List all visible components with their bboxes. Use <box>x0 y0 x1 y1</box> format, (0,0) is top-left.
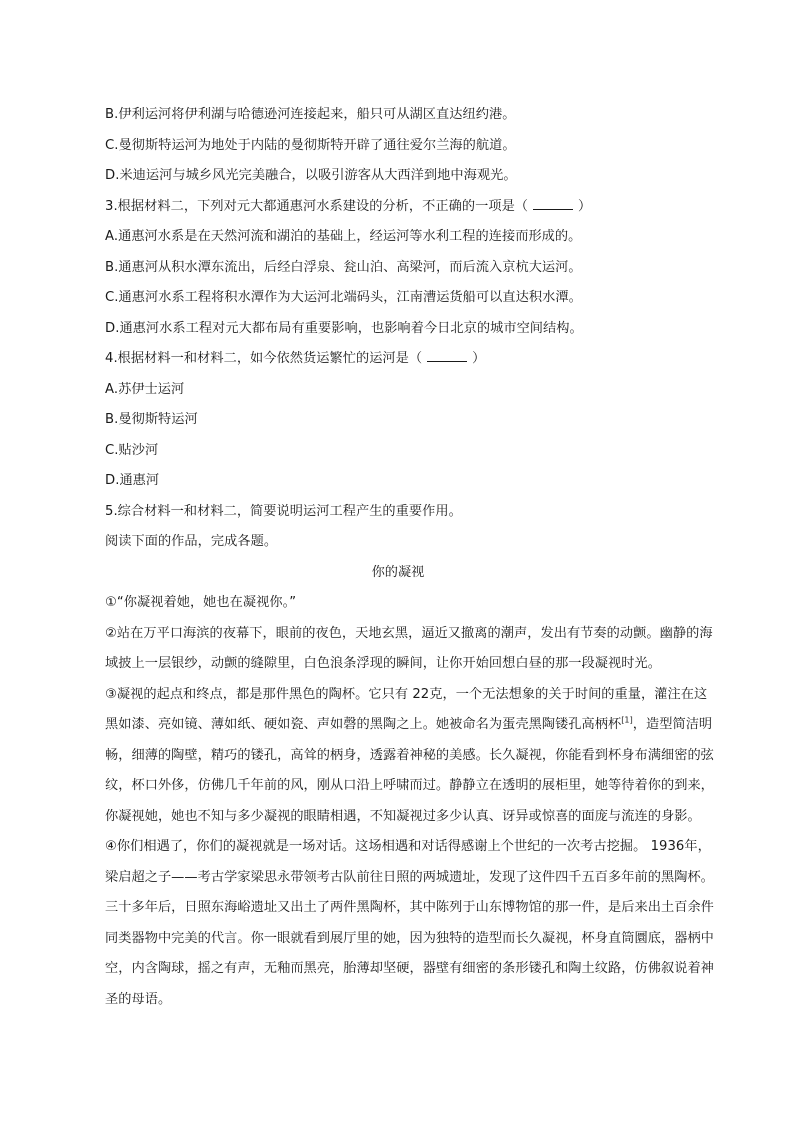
reading-instruction: 阅读下面的作品，完成各题。 <box>105 534 278 549</box>
option-d-midi-canal: D.米迪运河与城乡风光完美融合，以吸引游客从大西洋到地中海观光。 <box>105 168 517 183</box>
question-4-option-b: B.曼彻斯特运河 <box>105 412 198 427</box>
essay-paragraph-4-line: 三十多年后，日照东海峪遗址又出土了两件黑陶杯，其中陈列于山东博物馆的那一件，是后来出土百余件 <box>105 900 714 915</box>
essay-paragraph-4-line: ④你们相遇了，你们的凝视就是一场对话。这场相遇和对话得感谢上个世纪的一次考古挖掘。 1936年， <box>105 839 711 854</box>
question-4-text: 4.根据材料一和材料二，如今依然货运繁忙的运河是（ <box>105 351 423 366</box>
option-b-erie-canal: B.伊利运河将伊利湖与哈德逊河连接起来，船只可从湖区直达纽约港。 <box>105 107 516 122</box>
question-3-option-a: A.通惠河水系是在天然河流和湖泊的基础上，经运河等水利工程的连接而形成的。 <box>105 229 582 244</box>
question-3-text: 3.根据材料二，下列对元大都通惠河水系建设的分析，不正确的一项是（ <box>105 198 529 214</box>
essay-paragraph-3-line <box>105 710 713 741</box>
essay-paragraph-3-line: 畅，细薄的陶壁，精巧的镂孔，高耸的柄身，透露着神秘的美感。长久凝视，你能看到杯身布满细密的弦 <box>105 747 714 763</box>
question-4-option-d: D.通惠河 <box>105 473 160 488</box>
essay-paragraph-4-line: 同类器物中完美的代言。你一眼就看到展厅里的她，因为独特的造型而长久凝视，杯身直筒圜底，器柄中 <box>105 930 714 946</box>
question-4-close: ） <box>472 351 486 366</box>
question-3-option-d: D.通惠河水系工程对元大都布局有重要影响，也影响着今日北京的城市空间结构。 <box>105 320 583 336</box>
footnote-marker: [1] <box>621 715 633 725</box>
question-3-stem <box>105 192 691 223</box>
essay-paragraph-3-line: 你凝视她，她也不知与多少凝视的眼睛相遇，不知凝视过多少认真、讶异或惊喜的面庞与流连的身影。 <box>105 808 701 824</box>
question-3-option-c: C.通惠河水系工程将积水潭作为大运河北端码头，江南漕运货船可以直达积水潭。 <box>105 290 582 305</box>
essay-paragraph-3-line: 纹，杯口外侈，仿佛几千年前的风，刚从口沿上呼啸而过。静静立在透明的展柜里，她等待着你的到来， <box>105 778 714 793</box>
essay-paragraph-4-line: 空，内含陶球，摇之有声，无釉而黑亮，胎薄却坚硬，器壁有细密的条形镂孔和陶土纹路，仿佛叙说着神 <box>105 961 714 976</box>
essay-paragraph-4-line: 圣的母语。 <box>105 991 172 1007</box>
question-4-option-c: C.贴沙河 <box>105 442 159 458</box>
essay-paragraph-2-line: 域披上一层银纱，动颤的缝隙里，白色浪条浮现的瞬间，让你开始回想白昼的那一段凝视时光。 <box>105 656 661 671</box>
question-5: 5.综合材料一和材料二，简要说明运河工程产生的重要作用。 <box>105 503 462 519</box>
essay-paragraph-1: ①“你凝视着她，她也在凝视你。” <box>105 595 297 610</box>
question-4-stem <box>105 344 691 375</box>
paragraph-3-text: ，造型简洁明 <box>632 717 713 732</box>
essay-paragraph-2-line: ②站在万平口海滨的夜幕下，眼前的夜色，天地玄黑，逼近又撤离的潮声，发出有节奏的动颤。幽静的海 <box>105 625 713 641</box>
answer-blank <box>427 349 467 362</box>
question-3-close: ） <box>578 198 592 214</box>
essay-paragraph-4-line: 梁启超之子——考古学家梁思永带领考古队前往日照的两城遗址，发现了这件四千五百多年前的黑陶杯。 <box>105 869 714 885</box>
answer-blank <box>533 197 573 210</box>
paragraph-3-text: 黑如漆、亮如镜、薄如纸、硬如瓷、声如磬的黑陶之上。她被命名为蛋壳黑陶镂孔高柄杯 <box>105 717 622 732</box>
essay-title: 你的凝视 <box>371 564 425 580</box>
document-content <box>105 100 714 1015</box>
option-c-manchester-canal: C.曼彻斯特运河为地处于内陆的曼彻斯特开辟了通往爱尔兰海的航道。 <box>105 137 516 153</box>
question-3-option-b: B.通惠河从积水潭东流出，后经白浮泉、瓮山泊、高梁河，而后流入京杭大运河。 <box>105 259 582 275</box>
essay-paragraph-3-line: ③凝视的起点和终点，都是那件黑色的陶杯。它只有 22克，一个无法想象的关于时间的重量，灌注在这 <box>105 686 708 702</box>
question-4-option-a: A.苏伊士运河 <box>105 381 185 397</box>
